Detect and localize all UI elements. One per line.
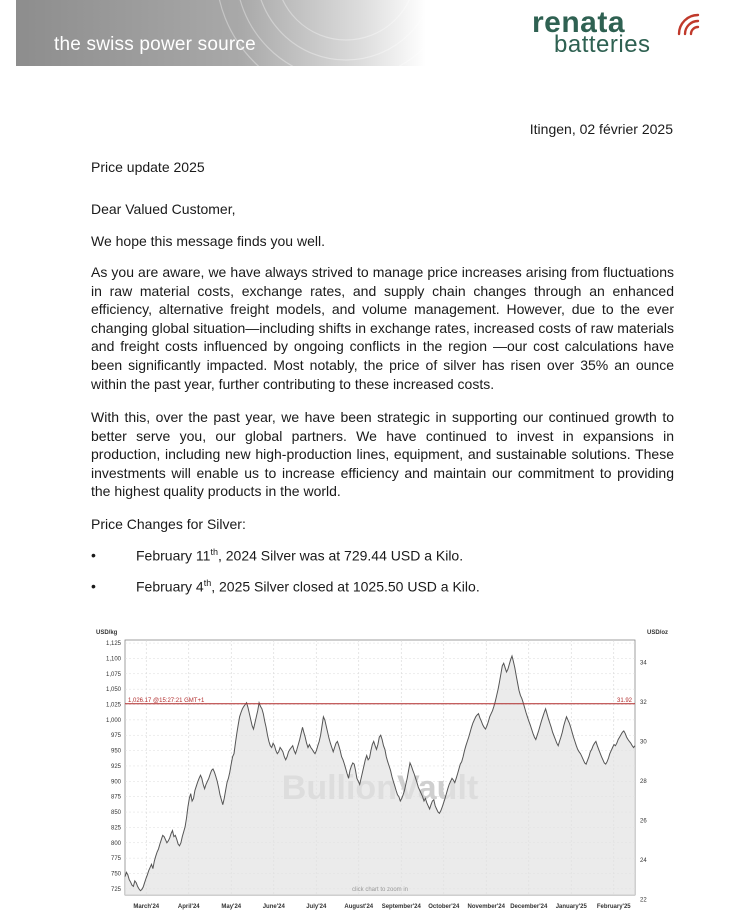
y-tick-label-right: 22: [640, 897, 647, 904]
x-tick-label: February'25: [596, 904, 631, 910]
bullet-icon: •: [91, 547, 96, 563]
reference-label: 1,026.17 @15:27:21 GMT+1: [128, 697, 205, 704]
reference-label-right: 31.92: [616, 697, 632, 704]
y-tick-label-right: 26: [640, 818, 647, 825]
y-axis-label-left: USD/kg: [96, 630, 118, 636]
salutation: Dear Valued Customer,: [91, 201, 236, 217]
bullet-icon: •: [91, 578, 96, 594]
x-tick-label: October'24: [428, 904, 460, 910]
x-tick-label: August'24: [344, 904, 374, 910]
x-tick-label: July'24: [306, 904, 327, 910]
paragraph-greeting: We hope this message finds you well.: [91, 233, 325, 249]
renata-logo: [528, 6, 728, 60]
x-tick-label: June'24: [262, 904, 285, 910]
paragraph-cost-context: As you are aware, we have always strived to manage price increases arising from fluctuations in raw material costs, exchange rates, and supply chain changes through an enhanced efficiency, alternative freight models, and volume management. However, due to the ever changing global situation—including shifts in exchange rates, increased costs of raw materials and freight costs influenced by ongoing conflicts in the region —our cost calculations have been significantly impacted. Most notably, the price of silver has risen over 35% an ounce within the past year, further contributing to these increased costs.: [91, 264, 674, 392]
chart-canvas: [90, 622, 680, 914]
paragraph-investment: With this, over the past year, we have been strategic in supporting our continued growth to better serve you, our global partners. We have continued to invest in expansions in production, including new high-production lines, equipment, and sustainable solutions. These investments will enable us to increase efficiency and maintain our commitment to providing the highest quality products in the world.: [91, 409, 674, 500]
y-tick-label-left: 1,075: [105, 671, 121, 678]
header-banner: [16, 0, 426, 66]
bullet-text-start: February 11: [136, 547, 211, 564]
y-tick-label-left: 800: [110, 840, 121, 847]
y-tick-label-left: 875: [110, 794, 121, 801]
x-tick-label: May'24: [221, 904, 242, 910]
y-tick-label-left: 775: [110, 856, 121, 863]
x-tick-label: April'24: [177, 904, 200, 910]
x-tick-label: September'24: [381, 904, 421, 910]
logo-subword: batteries: [554, 31, 651, 58]
x-tick-label: December'24: [510, 904, 548, 910]
y-tick-label-right: 32: [640, 700, 647, 707]
y-tick-label-left: 725: [110, 886, 121, 893]
ordinal-suffix: th: [210, 547, 218, 557]
silver-price-chart[interactable]: [90, 622, 680, 914]
y-tick-label-left: 925: [110, 763, 121, 770]
y-tick-label-left: 825: [110, 825, 121, 832]
y-tick-label-right: 30: [640, 739, 647, 746]
logo-wordmark: renata: [532, 6, 626, 39]
y-tick-label-left: 1,025: [105, 702, 121, 709]
y-tick-label-left: 1,000: [105, 717, 121, 724]
zoom-hint: click chart to zoom in: [351, 887, 409, 893]
y-tick-label-left: 975: [110, 733, 121, 740]
x-tick-label: January'25: [555, 904, 587, 910]
y-tick-label-left: 1,125: [105, 641, 121, 648]
y-tick-label-right: 34: [640, 660, 647, 667]
y-tick-label-left: 750: [110, 871, 121, 878]
y-tick-label-left: 850: [110, 810, 121, 817]
y-tick-label-right: 24: [640, 858, 647, 865]
banner-decoration: [16, 0, 426, 66]
y-tick-label-left: 1,100: [105, 656, 121, 663]
tagline: the swiss power source: [54, 34, 256, 55]
y-tick-label-left: 950: [110, 748, 121, 755]
x-tick-label: March'24: [133, 904, 160, 910]
x-tick-label: November'24: [467, 904, 505, 910]
bullet-text-end: , 2024 Silver was at 729.44 USD a Kilo.: [217, 547, 464, 564]
letter-title: Price update 2025: [91, 159, 205, 175]
y-axis-label-right: USD/oz: [647, 630, 668, 636]
ordinal-suffix: th: [203, 578, 212, 588]
silver-list-intro: Price Changes for Silver:: [91, 516, 246, 532]
letter-date: Itingen, 02 février 2025: [529, 121, 673, 137]
bullet-text-end: , 2025 Silver closed at 1025.50 USD a Kilo.: [211, 578, 480, 595]
logo-arcs-icon: [676, 12, 706, 36]
bullet-text-start: February 4: [136, 578, 204, 595]
y-tick-label-left: 1,050: [105, 687, 121, 694]
y-tick-label-left: 900: [110, 779, 121, 786]
y-tick-label-right: 28: [640, 779, 647, 786]
